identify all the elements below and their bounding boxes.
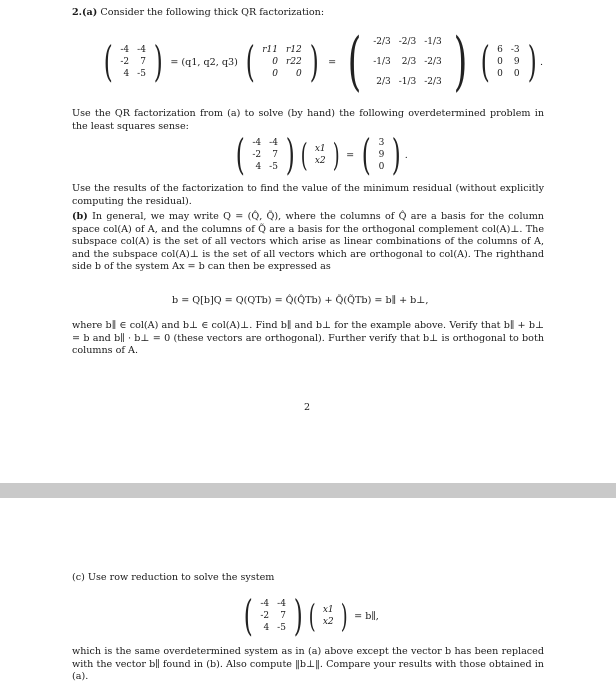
matrix-cell: 0	[497, 69, 503, 79]
matrix-cell: -4	[120, 45, 130, 55]
matrix-q	[369, 32, 446, 92]
page-2	[0, 498, 616, 700]
heading-text: Consider the following thick QR factorization:	[100, 7, 325, 18]
vector-cell: x2	[314, 156, 326, 166]
paragraph-part-b	[72, 211, 544, 274]
matrix-cell: -1/3	[398, 77, 417, 87]
page-number: 2	[304, 402, 311, 413]
qr-equation: ( -4 -4 -2 7 4 -5 ) = (q1, q2, q3) ( r11 r12 0 r22 0 0 ) = ( -2/3 -2/3 -1/3 -1/3 2/3 -2/3 2/3 -1/3 -2/3 ) ( 6 -3 0 9 0 0 ) .	[103, 25, 544, 99]
matrix-cell: -2/3	[424, 57, 442, 67]
vector-cell: x1	[314, 144, 326, 154]
matrix-cell: 4	[123, 69, 130, 79]
row-reduction-equation: ( -4 -4 -2 7 4 -5 ) ( x1 x2 ) = b∥,	[243, 591, 379, 640]
page-separator	[0, 483, 616, 498]
matrix-a	[116, 44, 150, 80]
vector-cell: 0	[378, 162, 385, 172]
matrix-cell: 2/3	[376, 77, 391, 87]
matrix-a: -4 -4 -2 7 4 -5	[252, 138, 278, 172]
part-c-heading: (c) Use row reduction to solve the system	[72, 572, 275, 583]
matrix-cell: -2/3	[398, 37, 417, 47]
q-columns: = (q1, q2, q3)	[170, 56, 238, 68]
problem-heading	[72, 7, 324, 20]
matrix-cell: -5	[137, 69, 146, 79]
ls-equation: ( -4 -4 -2 7 4 -5 ) ( x1 x2 ) = ( 3 9 0 ) .	[235, 130, 408, 179]
matrix-cell: 0	[272, 57, 279, 67]
vector-cell: 3	[378, 138, 385, 148]
matrix-cell: -3	[510, 45, 520, 55]
part-b-text: In general, we may write Q = (Q̂, Q̃), where the columns of Q̂ are a basis for the column space col(A) of A, and the columns of Q̃ are a basis for the orthogonal complement col(A)⊥. The subspace col(A) is the set of all vectors which arise as linear combinations of the columns of A, and the subspace col(A)⊥ is the set of all vectors which are orthogonal to col(A). The righthand side b of the system Ax = b can then be expressed as	[72, 211, 544, 273]
matrix-cell: r12	[286, 45, 302, 55]
matrix-cell: 0	[272, 69, 279, 79]
matrix-cell: 7	[140, 57, 146, 67]
matrix-cell: 6	[497, 45, 503, 55]
paragraph-part-c: which is the same overdetermined system as in (a) above except the vector b has been replaced with the vector b∥ found in (b). Also compute ‖b⊥‖. Compare your results with those obtained in (a).	[72, 646, 544, 683]
matrix-cell: -1/3	[424, 37, 442, 47]
matrix-cell: r22	[286, 57, 302, 67]
matrix-cell: -2/3	[424, 77, 442, 87]
matrix-cell: 0	[497, 57, 503, 67]
matrix-cell: -2	[120, 57, 130, 67]
matrix-cell: 9	[513, 57, 520, 67]
vector-x: x1 x2	[322, 605, 334, 627]
matrix-a: -4 -4 -2 7 4 -5	[260, 599, 286, 633]
paragraph-least-squares: Use the QR factorization from (a) to solve (by hand) the following overdetermined problem in the least squares sense:	[72, 108, 544, 132]
matrix-cell: -1/3	[373, 57, 391, 67]
matrix-r-numeric	[493, 44, 524, 80]
matrix-cell: -4	[137, 45, 146, 55]
vector-x	[311, 143, 330, 167]
rhs-b-parallel: = b∥,	[354, 610, 379, 622]
matrix-cell: 2/3	[401, 57, 417, 67]
matrix-r	[258, 44, 306, 80]
paragraph-b-parallel: where b∥ ∈ col(A) and b⊥ ∈ col(A)⊥. Find b∥ and b⊥ for the example above. Verify that b∥ + b⊥ = b and b∥ · b⊥ = 0 (these vectors are orthogonal). Further verify that b⊥ is orthogonal to both columns of A.	[72, 320, 544, 357]
matrix-cell: 0	[296, 69, 302, 79]
matrix-cell: -2/3	[373, 37, 391, 47]
matrix-cell: r11	[262, 45, 279, 55]
paragraph-residual: Use the results of the factorization to find the value of the minimum residual (without explicitly computing the residual).	[72, 183, 544, 207]
problem-number: 2.(a)	[72, 7, 98, 18]
vector-cell: 9	[378, 150, 385, 160]
decomposition-equation: b = Q[b]Q = Q(QTb) = Q̂(Q̂Tb) + Q̃(Q̃Tb) = b∥ + b⊥,	[172, 295, 429, 306]
matrix-cell: 0	[513, 69, 520, 79]
part-b-label: (b)	[72, 211, 88, 222]
vector-b	[375, 137, 389, 173]
